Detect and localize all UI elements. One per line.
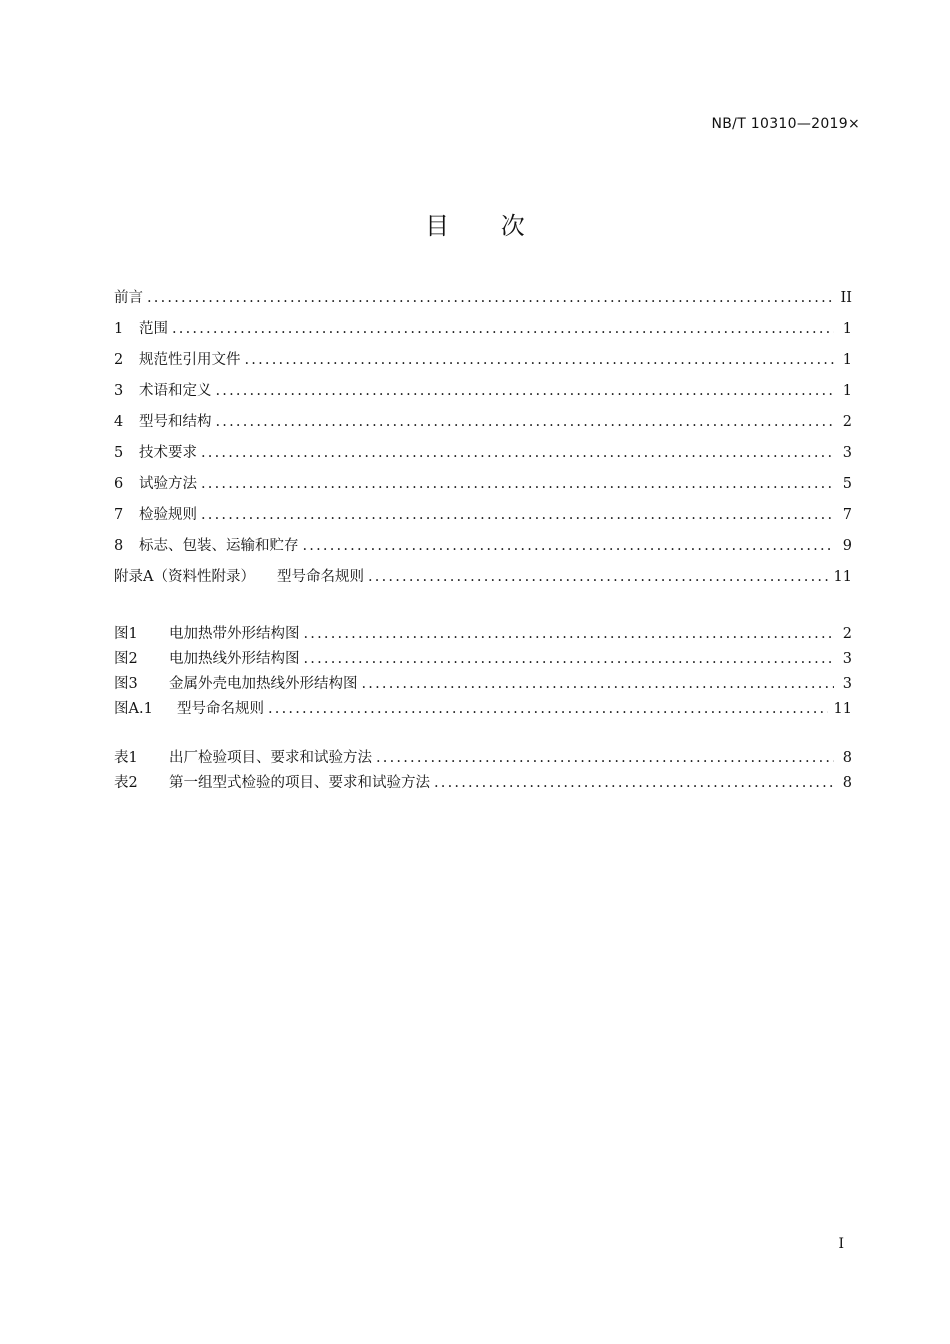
toc-item-page: 9 xyxy=(842,538,852,554)
toc-item-label: 术语和定义 xyxy=(139,383,212,399)
leader-dots xyxy=(304,623,835,645)
figure-number: 图A.1 xyxy=(114,701,153,717)
toc-item-label: 检验规则 xyxy=(139,507,197,523)
toc-item-number: 5 xyxy=(114,445,124,461)
toc-table-list xyxy=(114,747,852,797)
toc-item-page: 2 xyxy=(842,414,852,430)
toc-item-number: 8 xyxy=(114,538,124,554)
figure-number: 图2 xyxy=(114,651,138,667)
toc-item-label: 型号和结构 xyxy=(139,414,212,430)
toc-item-page: 1 xyxy=(842,352,852,368)
leader-dots xyxy=(362,673,835,695)
figure-page: 2 xyxy=(842,626,852,642)
figure-entry[interactable] xyxy=(114,673,852,698)
toc-item-label: 型号命名规则 xyxy=(276,569,364,585)
toc-item-annex-a[interactable] xyxy=(114,566,852,597)
toc-main-list xyxy=(114,287,852,597)
toc-item-label: 标志、包装、运输和贮存 xyxy=(139,538,299,554)
toc-item-label: 前言 xyxy=(114,290,143,306)
figure-number: 图1 xyxy=(114,626,138,642)
figure-label: 电加热线外形结构图 xyxy=(169,651,300,667)
table-number: 表1 xyxy=(114,750,138,766)
figure-entry[interactable] xyxy=(114,698,852,723)
table-label: 第一组型式检验的项目、要求和试验方法 xyxy=(169,775,430,791)
toc-item-normative-references[interactable] xyxy=(114,349,852,380)
toc-item-label: 范围 xyxy=(139,321,168,337)
leader-dots xyxy=(201,473,834,495)
figure-label: 金属外壳电加热线外形结构图 xyxy=(169,676,358,692)
document-code: NB/T 10310—2019× xyxy=(711,116,860,132)
toc-item-terms-definitions[interactable] xyxy=(114,380,852,411)
figure-entry[interactable] xyxy=(114,623,852,648)
toc-item-number: 6 xyxy=(114,476,124,492)
toc-item-number: 4 xyxy=(114,414,124,430)
toc-item-page: 5 xyxy=(842,476,852,492)
figure-label: 电加热带外形结构图 xyxy=(169,626,300,642)
page-title: 目 次 xyxy=(425,212,547,240)
toc-item-technical-requirements[interactable] xyxy=(114,442,852,473)
toc-item-number: 3 xyxy=(114,383,124,399)
leader-dots xyxy=(201,442,834,464)
toc-item-page: 1 xyxy=(842,383,852,399)
toc-item-test-methods[interactable] xyxy=(114,473,852,504)
table-label: 出厂检验项目、要求和试验方法 xyxy=(169,750,372,766)
toc-item-page: 1 xyxy=(842,321,852,337)
toc-item-marking-packaging[interactable] xyxy=(114,535,852,566)
leader-dots xyxy=(172,318,834,340)
table-number: 表2 xyxy=(114,775,138,791)
toc-item-page: 7 xyxy=(842,507,852,523)
toc-figure-list xyxy=(114,623,852,723)
toc-item-page: 11 xyxy=(833,569,852,585)
leader-dots xyxy=(368,566,828,588)
toc-item-page: 3 xyxy=(842,445,852,461)
toc-item-page: II xyxy=(840,290,852,306)
table-entry[interactable] xyxy=(114,747,852,772)
toc-item-label: 技术要求 xyxy=(139,445,197,461)
leader-dots xyxy=(304,648,835,670)
leader-dots xyxy=(376,747,834,769)
toc-item-foreword[interactable] xyxy=(114,287,852,318)
figure-entry[interactable] xyxy=(114,648,852,673)
table-page: 8 xyxy=(842,750,852,766)
toc-item-number: 2 xyxy=(114,352,124,368)
table-entry[interactable] xyxy=(114,772,852,797)
leader-dots xyxy=(245,349,835,371)
toc-item-number: 1 xyxy=(114,321,124,337)
toc-item-label: 规范性引用文件 xyxy=(139,352,241,368)
toc-item-number: 附录A（资料性附录） xyxy=(114,569,255,585)
figure-page: 3 xyxy=(842,651,852,667)
page-number: I xyxy=(838,1236,844,1252)
leader-dots xyxy=(147,287,834,309)
leader-dots xyxy=(268,698,828,720)
leader-dots xyxy=(303,535,835,557)
figure-number: 图3 xyxy=(114,676,138,692)
figure-page: 3 xyxy=(842,676,852,692)
leader-dots xyxy=(216,411,835,433)
toc-item-number: 7 xyxy=(114,507,124,523)
figure-label: 型号命名规则 xyxy=(177,701,264,717)
leader-dots xyxy=(216,380,835,402)
leader-dots xyxy=(434,772,834,794)
leader-dots xyxy=(201,504,834,526)
table-page: 8 xyxy=(842,775,852,791)
toc-item-scope[interactable] xyxy=(114,318,852,349)
figure-page: 11 xyxy=(833,701,852,717)
toc-item-inspection-rules[interactable] xyxy=(114,504,852,535)
toc-item-models-structure[interactable] xyxy=(114,411,852,442)
toc-item-label: 试验方法 xyxy=(139,476,197,492)
